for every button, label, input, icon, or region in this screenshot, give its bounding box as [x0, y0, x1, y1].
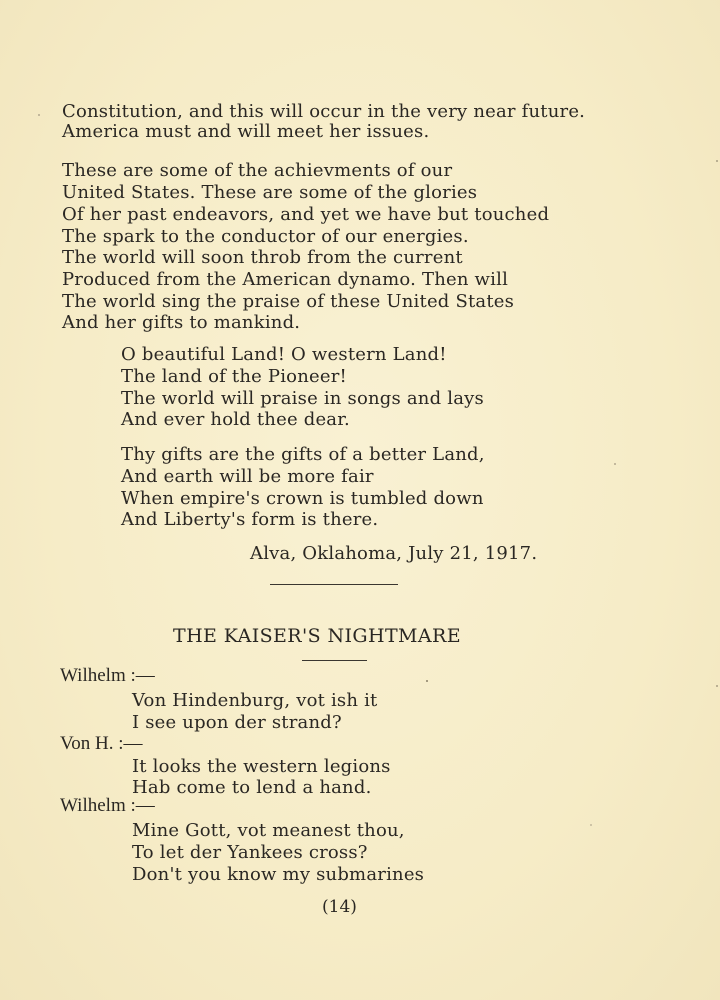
speech3-line-2: To let der Yankees cross?: [132, 842, 368, 863]
verse2-line-1: Thy gifts are the gifts of a better Land,: [121, 444, 485, 465]
verse2-line-3: When empire's crown is tumbled down: [121, 488, 484, 509]
page-number: (14): [322, 897, 357, 917]
verse2-line-4: And Liberty's form is there.: [121, 509, 379, 530]
prose-line-2: United States. These are some of the glories: [62, 182, 478, 203]
verse1-line-3: The world will praise in songs and lays: [121, 388, 484, 409]
prose-line-5: The world will soon throb from the current: [62, 247, 463, 268]
speech3-line-3: Don't you know my submarines: [132, 864, 425, 885]
prose-line-6: Produced from the American dynamo. Then will: [62, 269, 509, 290]
paper-speck: [716, 685, 718, 687]
prose-line-3: Of her past endeavors, and yet we have but touched: [62, 204, 550, 225]
paper-speck: [614, 463, 616, 465]
paper-speck: [590, 824, 592, 826]
prose-line-1: These are some of the achievments of our: [62, 160, 453, 181]
speaker-wilhelm-1: Wilhelm :—: [60, 665, 155, 686]
title-underline: [302, 660, 367, 661]
section-divider: [270, 584, 398, 585]
verse1-line-1: O beautiful Land! O western Land!: [121, 344, 447, 365]
prose-line-7: The world sing the praise of these United States: [62, 291, 515, 312]
paper-speck: [38, 114, 40, 116]
verse1-line-2: The land of the Pioneer!: [121, 366, 347, 387]
intro-line-2: America must and will meet her issues.: [62, 121, 430, 142]
speaker-wilhelm-2: Wilhelm :—: [60, 795, 155, 816]
speaker-von-h: Von H. :—: [60, 733, 143, 754]
prose-line-8: And her gifts to mankind.: [62, 312, 301, 333]
paper-speck: [716, 160, 718, 162]
prose-line-4: The spark to the conductor of our energies.: [62, 226, 469, 247]
speech1-line-2: I see upon der strand?: [132, 712, 342, 733]
verse2-line-2: And earth will be more fair: [121, 466, 374, 487]
speech2-line-2: Hab come to lend a hand.: [132, 777, 372, 798]
dateline: Alva, Oklahoma, July 21, 1917.: [250, 543, 538, 564]
section-title: THE KAISER'S NIGHTMARE: [173, 625, 461, 647]
speech3-line-1: Mine Gott, vot meanest thou,: [132, 820, 405, 841]
speech1-line-1: Von Hindenburg, vot ish it: [132, 690, 378, 711]
verse1-line-4: And ever hold thee dear.: [121, 409, 350, 430]
intro-line-1: Constitution, and this will occur in the very near future.: [62, 101, 586, 122]
speech2-line-1: It looks the western legions: [132, 756, 391, 777]
paper-speck: [426, 680, 428, 682]
